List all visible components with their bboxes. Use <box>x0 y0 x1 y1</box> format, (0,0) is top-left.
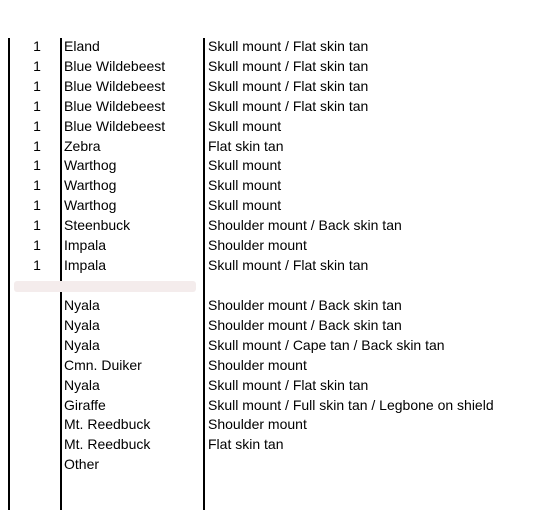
work-cell: Skull mount <box>208 177 282 194</box>
animal-cell: Warthog <box>64 157 117 174</box>
qty-cell: 1 <box>33 137 41 154</box>
table-row <box>0 116 554 136</box>
animal-cell: Cmn. Duiker <box>64 356 142 373</box>
table-row <box>0 96 554 116</box>
work-cell: Skull mount / Flat skin tan <box>208 38 369 54</box>
work-cell: Skull mount / Full skin tan / Legbone on shield <box>208 396 494 413</box>
animal-cell: Nyala <box>64 376 100 393</box>
qty-cell: 1 <box>33 97 41 114</box>
group-separator-band <box>14 281 196 292</box>
table-row <box>0 295 554 315</box>
table-row <box>0 215 554 235</box>
work-cell: Skull mount <box>208 117 282 134</box>
table-row <box>0 375 554 395</box>
qty-cell: 1 <box>33 177 41 194</box>
table-row <box>0 195 554 215</box>
animal-cell: Nyala <box>64 316 100 333</box>
animal-cell: Blue Wildebeest <box>64 117 166 134</box>
work-cell: Shoulder mount <box>208 237 307 253</box>
table-row <box>0 255 554 275</box>
table-row <box>0 76 554 96</box>
qty-cell: 1 <box>33 256 41 273</box>
qty-cell: 1 <box>33 38 41 54</box>
work-cell: Skull mount / Flat skin tan <box>208 97 369 114</box>
work-cell: Shoulder mount / Back skin tan <box>208 217 402 234</box>
qty-cell: 1 <box>33 217 41 234</box>
animal-cell: Mt. Reedbuck <box>64 416 151 433</box>
qty-cell: 1 <box>33 237 41 253</box>
qty-cell: 1 <box>33 117 41 134</box>
table-row <box>0 136 554 156</box>
animal-cell: Impala <box>64 237 107 253</box>
table-row <box>0 395 554 415</box>
animal-cell: Eland <box>64 38 100 54</box>
animal-cell: Mt. Reedbuck <box>64 436 151 453</box>
work-cell: Skull mount / Flat skin tan <box>208 57 369 74</box>
table-row <box>0 235 554 255</box>
animal-cell: Other <box>64 456 100 473</box>
table-row <box>0 355 554 375</box>
animal-cell: Nyala <box>64 297 100 313</box>
animal-cell: Giraffe <box>64 396 106 413</box>
work-cell: Skull mount <box>208 157 282 174</box>
table-row <box>0 175 554 195</box>
animal-cell: Zebra <box>64 137 101 154</box>
table-row <box>0 315 554 335</box>
animal-cell: Steenbuck <box>64 217 131 234</box>
qty-cell: 1 <box>33 197 41 214</box>
table-row <box>0 335 554 355</box>
animal-cell: Blue Wildebeest <box>64 77 166 94</box>
work-cell: Shoulder mount <box>208 416 307 433</box>
animal-cell: Impala <box>64 256 107 273</box>
animal-cell: Warthog <box>64 177 117 194</box>
qty-cell: 1 <box>33 157 41 174</box>
table-row <box>0 434 554 454</box>
qty-cell: 1 <box>33 57 41 74</box>
animal-cell: Blue Wildebeest <box>64 57 166 74</box>
table-row <box>0 414 554 434</box>
table-row <box>0 155 554 175</box>
animal-cell: Nyala <box>64 336 100 353</box>
animal-cell: Blue Wildebeest <box>64 97 166 114</box>
qty-cell: 1 <box>33 77 41 94</box>
work-cell: Shoulder mount <box>208 356 307 373</box>
work-cell: Skull mount / Flat skin tan <box>208 376 369 393</box>
table-row <box>0 454 554 474</box>
animal-cell: Warthog <box>64 197 117 214</box>
work-cell: Shoulder mount / Back skin tan <box>208 316 402 333</box>
work-cell: Flat skin tan <box>208 137 284 154</box>
work-cell: Shoulder mount / Back skin tan <box>208 297 402 313</box>
table-row <box>0 36 554 56</box>
table-row <box>0 56 554 76</box>
work-cell: Skull mount <box>208 197 282 214</box>
work-cell: Skull mount / Flat skin tan <box>208 256 369 273</box>
work-cell: Skull mount / Cape tan / Back skin tan <box>208 336 445 353</box>
work-cell: Skull mount / Flat skin tan <box>208 77 369 94</box>
work-cell: Flat skin tan <box>208 436 284 453</box>
